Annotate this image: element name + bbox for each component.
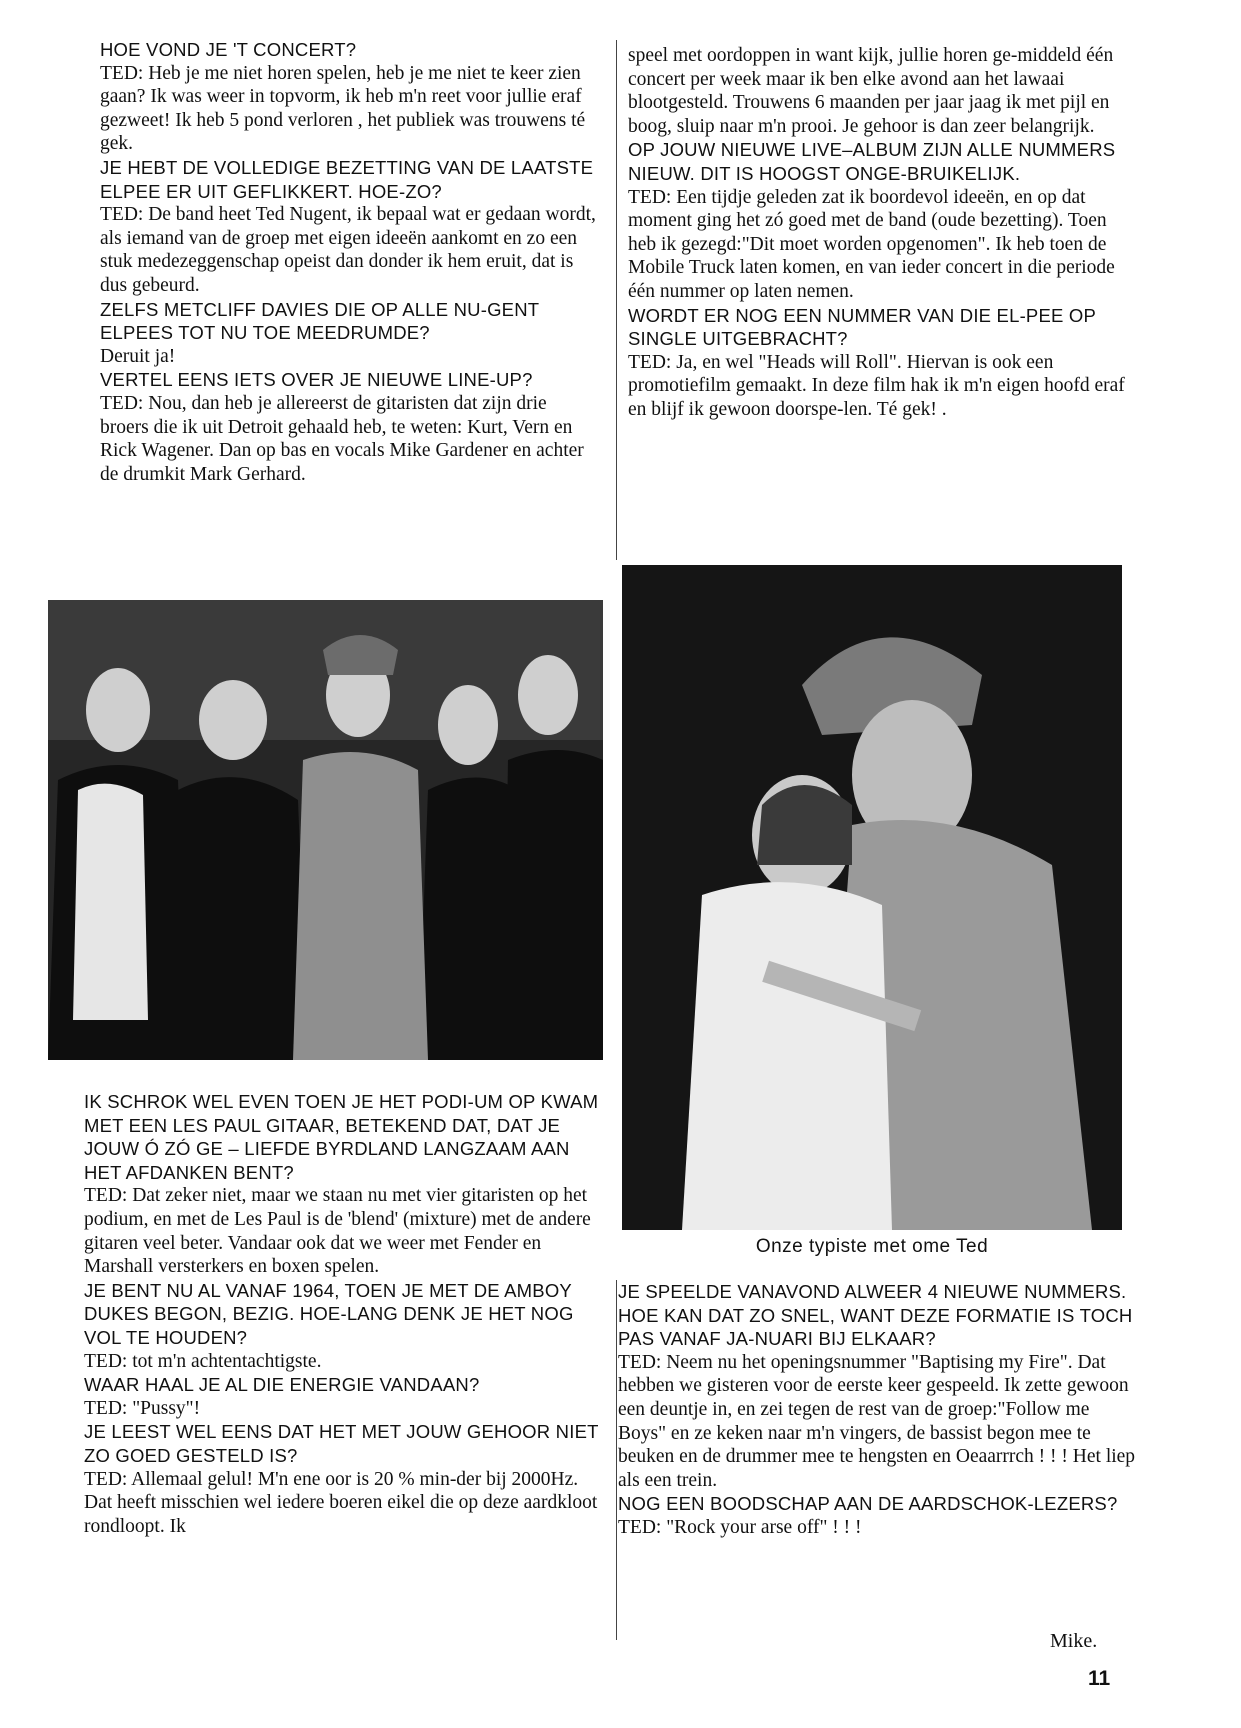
interview-question: OP JOUW NIEUWE LIVE–ALBUM ZIJN ALLE NUMMERS NIEUW. DIT IS HOOGST ONGE-BRUIKELIJK. bbox=[628, 139, 1116, 184]
interview-answer: TED: "Rock your arse off" ! ! ! bbox=[618, 1516, 862, 1538]
interview-answer: TED: tot m'n achtentachtigste. bbox=[84, 1350, 322, 1372]
interview-question: VERTEL EENS IETS OVER JE NIEUWE LINE-UP? bbox=[100, 369, 533, 391]
interview-answer: TED: Allemaal gelul! M'n ene oor is 20 % min-der bij 2000Hz. Dat heeft misschien wel iedere boeren eikel die op deze aardkloot rondloopt. Ik bbox=[84, 1468, 598, 1537]
interview-answer: TED: Dat zeker niet, maar we staan nu met vier gitaristen op het podium, en met de Les Paul is de 'blend' (mixture) met de andere gitaren veel beter. Vandaar ook dat we weer met Fender en Marshall versterkers en boxen spelen. bbox=[84, 1185, 591, 1278]
column-right-bottom bbox=[618, 1280, 1138, 1540]
interview-answer: TED: Nou, dan heb je allereerst de gitaristen dat zijn drie broers die ik uit Detroit gehaald heb, te weten: Kurt, Vern en Rick Wagener. Dan op bas en vocals Mike Gardener en achter de drumkit Mark Gerhard. bbox=[100, 392, 584, 485]
photo-caption: Onze typiste met ome Ted bbox=[755, 1236, 989, 1257]
interview-question: WORDT ER NOG EEN NUMMER VAN DIE EL-PEE OP SINGLE UITGEBRACHT? bbox=[628, 304, 1096, 350]
interview-answer: Deruit ja! bbox=[100, 345, 176, 367]
interview-answer: TED: Ja, en wel "Heads will Roll". Hiervan is ook een promotiefilm gemaakt. In deze film hak ik m'n eigen hoofd eraf en blijf ik gewoon doorspe-len. Té gek! . bbox=[628, 351, 1125, 420]
interview-question: JE LEEST WEL EENS DAT HET MET JOUW GEHOOR NIET ZO GOED GESTELD IS? bbox=[84, 1421, 599, 1466]
interview-answer: speel met oordoppen in want kijk, jullie horen ge-middeld één concert per week maar ik ben elke avond aan het lawaai blootgesteld. Trouwens 6 maanden per jaar jaag ik met pijl en boog, sluip naar m'n prooi. Je gehoor is dan zeer belangrijk. bbox=[628, 45, 1114, 137]
interview-question: NOG EEN BOODSCHAP AAN DE AARDSCHOK-LEZERS? bbox=[618, 1493, 1118, 1515]
interview-question: HOE VOND JE 'T CONCERT? bbox=[100, 39, 357, 60]
column-left-bottom bbox=[84, 1090, 604, 1538]
signature: Mike. bbox=[1050, 1630, 1098, 1652]
band-photo bbox=[48, 600, 603, 1060]
interview-question: ZELFS METCLIFF DAVIES DIE OP ALLE NU-GENT ELPEES TOT NU TOE MEEDRUMDE? bbox=[100, 298, 539, 344]
interview-question: JE BENT NU AL VANAF 1964, TOEN JE MET DE AMBOY DUKES BEGON, BEZIG. HOE-LANG DENK JE HET NOG VOL TE HOUDEN? bbox=[84, 1279, 574, 1348]
interview-answer: TED: Een tijdje geleden zat ik boordevol ideeën, en op dat moment ging het zó goed met de band (oude bezetting). Toen heb ik gezegd:"Dit moet worden opgenomen". Ik heb toen de Mobile Truck laten komen, en van ieder concert in die periode één nummer op laten nemen. bbox=[628, 186, 1115, 302]
column-right-top bbox=[628, 44, 1128, 422]
typist-photo bbox=[622, 565, 1122, 1230]
column-left-top bbox=[100, 38, 600, 486]
interview-question: JE HEBT DE VOLLEDIGE BEZETTING VAN DE LAATSTE ELPEE ER UIT GEFLIKKERT. HOE-ZO? bbox=[100, 156, 594, 202]
interview-question: WAAR HAAL JE AL DIE ENERGIE VANDAAN? bbox=[84, 1374, 480, 1396]
column-divider bbox=[616, 40, 617, 560]
interview-answer: TED: Heb je me niet horen spelen, heb je me niet te keer zien gaan? Ik was weer in topvorm, ik heb m'n reet voor jullie eraf gezweet! Ik heb 5 pond verloren , het publiek was trouwens té gek. bbox=[100, 62, 586, 155]
interview-question: JE SPEELDE VANAVOND ALWEER 4 NIEUWE NUMMERS. HOE KAN DAT ZO SNEL, WANT DEZE FORMATIE IS TOCH PAS VANAF JA-NUARI BIJ ELKAAR? bbox=[618, 1281, 1133, 1350]
interview-answer: TED: "Pussy"! bbox=[84, 1397, 201, 1419]
page-number: 11 bbox=[1088, 1667, 1111, 1690]
interview-answer: TED: Neem nu het openingsnummer "Baptising my Fire". Dat hebben we gisteren voor de eerste keer gespeeld. Ik zette gewoon een deuntje in, en zei tegen de rest van de groep:"Follow me Boys" en ze keken naar m'n vingers, de bassist begon mee te beuken en de drummer mee te hengsten en Oeaarrrch ! ! ! Het liep als een trein. bbox=[618, 1351, 1136, 1491]
interview-question: IK SCHROK WEL EVEN TOEN JE HET PODI-UM OP KWAM MET EEN LES PAUL GITAAR, BETEKEND DAT, DAT JE JOUW Ó ZÓ GE – LIEFDE BYRDLAND LANGZAAM AAN HET AFDANKEN BENT? bbox=[84, 1091, 599, 1183]
column-divider bbox=[616, 1280, 617, 1640]
interview-answer: TED: De band heet Ted Nugent, ik bepaal wat er gedaan wordt, als iemand van de groep met eigen ideeën aankomt en zo een stuk medezeggenschap opeist dan donder ik hem eruit, dat is dus gebeurd. bbox=[100, 204, 596, 296]
